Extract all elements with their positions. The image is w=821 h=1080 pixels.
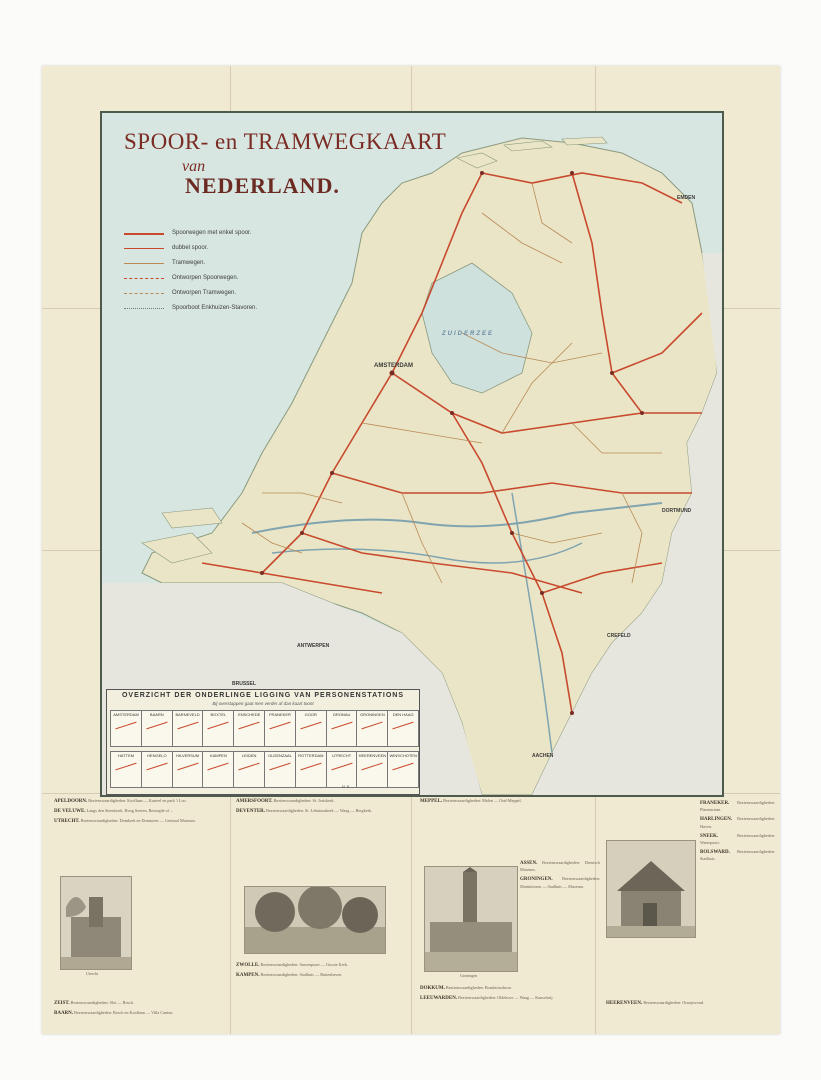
station-name: GOOR — [304, 712, 317, 717]
station-name: DEN HAAG — [392, 712, 414, 717]
station-diagram — [110, 710, 142, 747]
photo-caption-utrecht: Utrecht — [86, 971, 98, 976]
label-emden: EMDEN — [677, 195, 696, 201]
label-antwerpen: ANTWERPEN — [297, 643, 330, 649]
station-diagram — [387, 751, 419, 788]
label-zuiderzee: ZUIDERZEE — [442, 331, 495, 337]
map-title-line1: SPOOR- en TRAMWEGKAART — [124, 129, 447, 154]
legend-row: Ontworpen Spoorwegen. — [124, 272, 274, 287]
guide-column-2: AMERSFOORT. Bezienswaardigheden: St. Joriskerk. DEVENTER. Bezienswaardigheden: St. Lebuinuskerk — Waag — Bergkerk. — [236, 798, 373, 815]
station-name: HILVERSUM — [176, 753, 200, 758]
station-name: GRONINGEN — [360, 712, 385, 717]
overview-title: OVERZICHT DER ONDERLINGE LIGGING VAN PERSONENSTATIONS — [121, 692, 405, 699]
overview-subtitle: Bij overstappen gaat men verder af dan kaart toont — [212, 701, 314, 706]
station-diagram — [264, 751, 296, 788]
station-name: KAMPEN — [209, 753, 227, 758]
station-name: OLDENZAAL — [268, 753, 292, 758]
station-diagram — [202, 751, 234, 788]
label-dortmund: DORTMUND — [662, 508, 692, 514]
station-diagram — [295, 751, 327, 788]
photo-groningen — [424, 866, 518, 972]
station-diagram — [233, 751, 265, 788]
station-name: ENSCHEDE — [238, 712, 261, 717]
map-legend — [124, 227, 274, 317]
station-diagram — [295, 710, 327, 747]
map-frame — [100, 111, 724, 797]
map-title-line3: NEDERLAND. — [185, 173, 340, 198]
photo-utrecht — [60, 876, 132, 970]
station-name: HATTEM — [117, 753, 135, 758]
station-diagram — [233, 710, 265, 747]
station-name: BAARN — [149, 712, 164, 717]
station-diagram — [202, 710, 234, 747]
guide-column-3-side: ASSEN. Bezienswaardigheden: Drentsch Museum. GRONINGEN. Bezienswaardigheden: Martinitoren — Stadhuis — Museum. — [520, 860, 600, 889]
station-diagram — [141, 751, 173, 788]
station-name: LEIDEN — [241, 753, 257, 758]
station-name: HENGELO — [147, 753, 167, 758]
legend-row: Ontworpen Tramwegen. — [124, 287, 274, 302]
station-diagram — [141, 710, 173, 747]
label-aachen: AACHEN — [532, 753, 554, 759]
station-name: FRANEKER — [269, 712, 291, 717]
guide-column-1: APELDOORN. Bezienswaardigheden: Koollaan — Kasteel en park 't Loo. DE VELUWE. Langs den Steenhoek, Hoog Soeren, Bezorgde of ... UTRECHT. Bezienswaardigheden: Domkerk en Domtoren — Centraal Museum. — [54, 798, 196, 825]
legend-row: dubbel spoor. — [124, 242, 274, 257]
station-name: UTRECHT — [332, 753, 352, 758]
guide-column-1b: ZEIST. Bezienswaardigheden: Slot — Bosch. BAARN. Bezienswaardigheden: Bosch en Koollaan — Villa Canton. — [54, 1000, 174, 1017]
station-name: BARNEVELD — [175, 712, 200, 717]
station-diagram — [264, 710, 296, 747]
guide-column-4b: HEERENVEEN. Bezienswaardigheden: Oranjewoud. — [606, 1000, 705, 1006]
legend-row: Tramwegen. — [124, 257, 274, 272]
station-overview-box — [106, 689, 420, 795]
station-name: WINSCHOTEN — [389, 753, 417, 758]
station-diagram — [356, 710, 388, 747]
station-diagram — [356, 751, 388, 788]
station-name: AMSTERDAM — [113, 712, 139, 717]
label-brussel: BRUSSEL — [232, 681, 256, 687]
station-name: ROTTERDAM — [298, 753, 324, 758]
guide-column-3b: DOKKUM. Bezienswaardigheden: Bonifaciusbron. LEEUWARDEN. Bezienswaardigheden: Oldehove — Waag — Kanselarij. — [420, 985, 554, 1002]
guide-column-2b: ZWOLLE. Bezienswaardigheden: Sassenpoort — Groote Kerk. KAMPEN. Bezienswaardigheden: Stadhuis — Buitenhaven. — [236, 962, 349, 979]
station-diagram — [326, 710, 358, 747]
station-name: BOXTEL — [210, 712, 227, 717]
photo-caption-groningen: Groningen — [460, 973, 478, 978]
imprint: M. B. ... — [342, 785, 355, 789]
station-name: GRONAU — [332, 712, 351, 717]
guide-column-4: FRANEKER. Bezienswaardigheden: Planetarium. HARLINGEN. Bezienswaardigheden: Haven. SNEEK. Bezienswaardigheden: Waterpoort. BOLSWARD. Bezienswaardigheden: Stadhuis. — [700, 800, 775, 862]
legend-row: Spoorboot Enkhuizen-Stavoren. — [124, 302, 274, 317]
photo-park — [244, 886, 386, 954]
map-title-line2: van — [182, 158, 206, 175]
station-diagram — [172, 751, 204, 788]
photo-building — [606, 840, 696, 938]
station-diagram — [172, 710, 204, 747]
station-diagram — [387, 710, 419, 747]
guide-column-3: MEPPEL. Bezienswaardigheden: Molen — Oud-Meppel. — [420, 798, 522, 804]
station-name: HEERENVEEN — [358, 753, 387, 758]
label-crefeld: CREFELD — [607, 633, 631, 639]
label-amsterdam: AMSTERDAM — [374, 363, 413, 369]
legend-row: Spoorwegen met enkel spoor. — [124, 227, 274, 242]
station-diagram — [110, 751, 142, 788]
station-diagram — [326, 751, 358, 788]
